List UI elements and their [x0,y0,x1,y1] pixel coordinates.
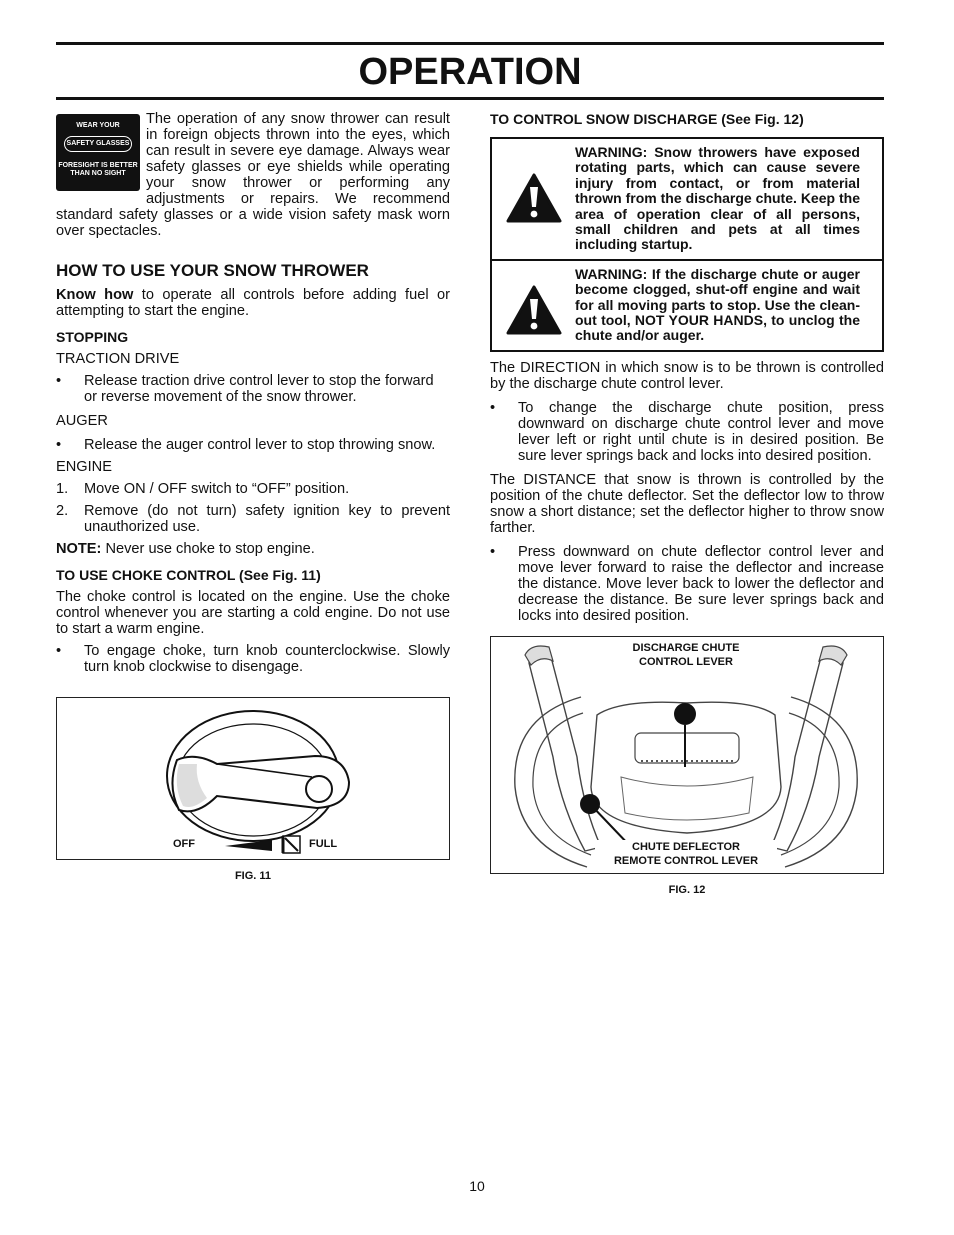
direction-paragraph: The DIRECTION in which snow is to be thrown is controlled by the discharge chute control lever. [490,359,884,392]
discharge-lever-marker [674,703,696,725]
bullet-mark: • [56,643,62,659]
bullet-mark: • [56,437,62,453]
know-how-paragraph [56,287,450,319]
fig11-caption: FIG. 11 [234,870,272,882]
warning-box [490,137,884,352]
fig12-caption: FIG. 12 [668,883,706,896]
discharge-heading: TO CONTROL SNOW DISCHARGE (See Fig. 12) [490,111,804,127]
fig12-top-label [611,641,761,669]
right-handle [771,649,843,851]
step-number: 2. [56,503,69,519]
knob-pivot-circle [306,776,332,802]
warning-2-text: WARNING: If the discharge chute or auger become clogged, shut-off engine and wait for all moving parts to stop. Use the clean-out tool, NOT YOUR HANDS, to unclog the chute and/or auger. [575,265,860,344]
auger-label: AUGER [56,413,108,429]
page-number: 10 [469,1178,485,1194]
safety-intro-text: The operation of any snow thrower can result in foreign objects thrown into the eyes, which can result in severe eye damage. Always wear safety glasses or eye shields while operating your snow thrower or performing any adjustments or repairs. We recommend standard safety glasses or a wide vision safety mask worn over spectacles. [56,111,450,239]
figure-11 [56,697,450,860]
fig12-bottom-label-line2: REMOTE CONTROL LEVER [613,854,759,867]
direction-bullet-text: To change the discharge chute position, press downward on discharge chute control lever and move lever left or right until chute is in desired position. Be sure lever springs back and locks into desired position. [518,399,884,464]
choke-knob-illustration [57,698,448,858]
choke-heading: TO USE CHOKE CONTROL (See Fig. 11) [56,567,321,583]
left-handle [529,649,601,851]
fig11-off-label: OFF [173,838,195,850]
fig11-full-label: FULL [309,838,338,850]
engine-step-text: Move ON / OFF switch to “OFF” position. [84,481,350,497]
note-text: Never use choke to stop engine. [101,541,315,557]
bullet-mark: • [490,399,496,416]
warning-triangle-icon [506,285,562,335]
engine-step-text: Remove (do not turn) safety ignition key to prevent unauthorized use. [84,503,450,535]
choke-bullet-item [56,643,450,675]
distance-bullet-text: Press downward on chute deflector control lever and move lever forward to raise the deflector and increase the distance. Move lever back to lower the deflector and decrease the distance. Be sure lever springs back and locks into desired position. [518,543,884,624]
engine-step-2 [56,503,450,535]
direction-bullet-item [490,400,884,464]
bullet-mark: • [490,543,496,560]
know-how-bold: Know how [56,287,134,303]
header-rule-top [56,42,884,45]
traction-bullet-item [56,373,450,405]
snow-thrower-controls-illustration [491,637,882,872]
figure-12 [490,636,884,874]
warning-1 [492,139,882,259]
header-rule-bottom [56,97,884,100]
engine-label: ENGINE [56,459,112,475]
step-number: 1. [56,481,69,497]
note-paragraph [56,541,450,557]
how-to-use-heading: HOW TO USE YOUR SNOW THROWER [56,261,369,280]
deflector-lever-marker [580,794,600,814]
traction-drive-label: TRACTION DRIVE [56,351,180,367]
badge-bottom-text: FORESIGHT IS BETTER THAN NO SIGHT [58,162,138,177]
distance-paragraph: The DISTANCE that snow is thrown is controlled by the position of the chute deflector. Set the deflector low to throw snow a short distance; set the deflector higher to throw snow farther. [490,471,884,536]
auger-bullet-item [56,437,450,453]
fig12-bottom-label-line1: CHUTE DEFLECTOR [632,840,740,853]
warning-triangle-icon [506,173,562,223]
warning-1-text: WARNING: Snow throwers have exposed rotating parts, which can cause severe injury from contact, or from material thrown from the discharge chute. Keep the area of operation clear of all persons, small children and pets at all times including startup. [575,144,860,253]
traction-bullet-text: Release traction drive control lever to stop the forward or reverse movement of the snow thrower. [84,373,434,405]
warning-2 [492,259,882,350]
stopping-heading: STOPPING [56,329,129,345]
fig12-bottom-label [595,840,777,868]
page-title: OPERATION [358,51,582,93]
badge-mid-text: SAFETY GLASSES [66,140,130,147]
fig12-top-label-line2: CONTROL LEVER [639,655,733,668]
auger-bullet-text: Release the auger control lever to stop throwing snow. [84,437,436,453]
safety-glasses-icon [56,114,140,191]
distance-bullet-item [490,544,884,624]
safety-intro [56,111,450,239]
note-bold: NOTE: [56,541,102,557]
badge-top-text: WEAR YOUR [76,122,120,129]
know-how-text: to operate all controls before adding fuel or attempting to start the engine. [56,287,450,319]
left-column [56,111,450,884]
right-column [490,111,884,898]
bullet-mark: • [56,373,62,389]
choke-bullet-text: To engage choke, turn knob counterclockwise. Slowly turn knob clockwise to disengage. [84,643,450,675]
engine-step-1 [56,481,450,497]
panel-window [635,733,739,763]
fig12-top-label-line1: DISCHARGE CHUTE [632,641,740,654]
choke-paragraph: The choke control is located on the engine. Use the choke control whenever you are starting a cold engine. Do not use to start a warm engine. [56,589,450,637]
